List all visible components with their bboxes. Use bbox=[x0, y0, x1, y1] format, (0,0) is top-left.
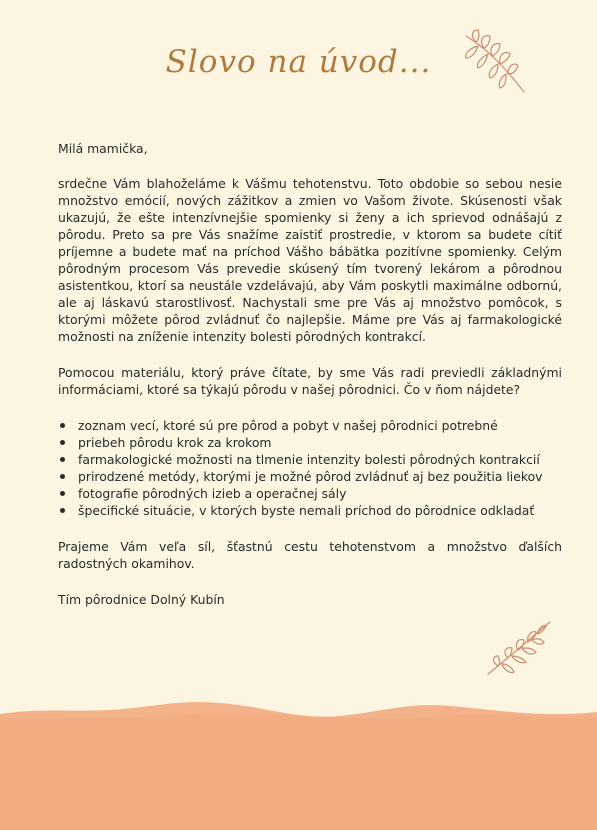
salutation: Milá mamička, bbox=[58, 141, 148, 156]
page-title: Slovo na úvod... bbox=[165, 44, 432, 80]
list-item: farmakologické možnosti na tlmenie intenzity bolesti pôrodných kontrakcií bbox=[58, 451, 562, 468]
contents-list bbox=[58, 417, 562, 519]
list-item: fotografie pôrodných izieb a operačnej sály bbox=[58, 485, 562, 502]
letter-body bbox=[58, 140, 562, 608]
intro-paragraph: srdečne Vám blahoželáme k Vášmu tehotenstvu. Toto obdobie so sebou nesie množstvo emócií, nových zážitkov a zmien vo Vašom živote. Skúsenosti však ukazujú, že ešte intenzívnejšie spomienky si ženy a ich sprievod odnášajú z pôrodu. Preto sa pre Vás snažíme zaistiť prostredie, v ktorom sa budete cítiť príjemne a budete mať na príchod Vášho bábätka pozitívne spomienky. Celým pôrodným procesom Vás prevedie skúsený tím tvorený lekárom a pôrodnou asistentkou, ktorí sa neustále vzdelávajú, aby Vám poskytli maximálne odbornú, ale aj láskavú starostlivosť. Nachystali sme pre Vás aj množstvo pomôcok, s ktorými môžete pôrod zvládnuť čo najlepšie. Máme pre Vás aj farmakologické možnosti na zníženie intenzity bolesti pôrodných kontrakcí. bbox=[58, 176, 562, 344]
leaf-branch-icon bbox=[482, 616, 556, 680]
footer-band bbox=[0, 690, 597, 830]
list-item: špecifické situácie, v ktorých byste nemali príchod do pôrodnice odkladať bbox=[58, 502, 562, 519]
leaf-branch-icon bbox=[456, 28, 532, 98]
contents-paragraph: Pomocou materiálu, ktorý práve čítate, by sme Vás radi previedli základnými informáciami, ktoré sa týkajú pôrodu v našej pôrodnici. Čo v ňom nájdete? bbox=[58, 365, 562, 397]
signature: Tím pôrodnice Dolný Kubín bbox=[58, 592, 225, 607]
wishes-paragraph: Prajeme Vám veľa síl, šťastnú cestu tehotenstvom a množstvo ďalších radostných okamihov. bbox=[58, 539, 562, 571]
list-item: zoznam vecí, ktoré sú pre pôrod a pobyt v našej pôrodnici potrebné bbox=[58, 417, 562, 434]
list-item: prirodzené metódy, ktorými je možné pôrod zvládnuť aj bez použitia liekov bbox=[58, 468, 562, 485]
list-item: priebeh pôrodu krok za krokom bbox=[58, 434, 562, 451]
